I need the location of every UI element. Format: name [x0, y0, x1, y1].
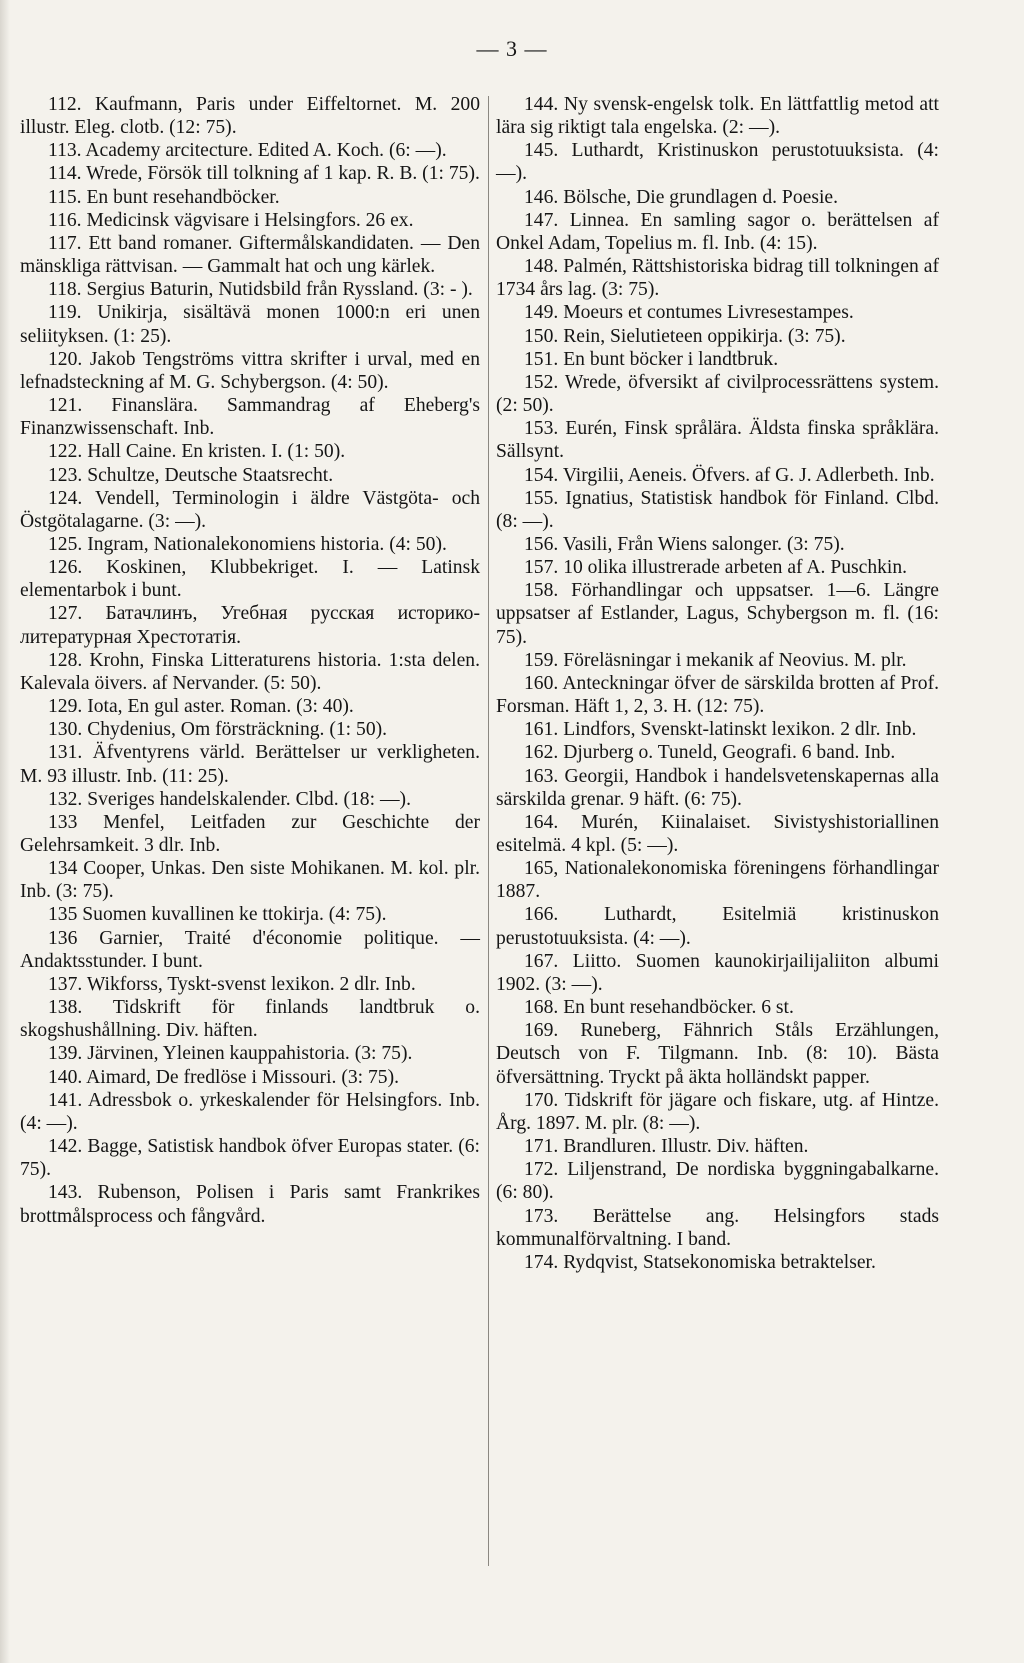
catalog-entry: 116. Medicinsk vägvisare i Helsingfors. 26 ex.: [48, 209, 414, 231]
catalog-entry: 165, Nationalekonomiska föreningens förhandlingar 1887.: [496, 858, 939, 903]
catalog-entry: 133 Menfel, Leitfaden zur Geschichte der Gelehrsamkeit. 3 dlr. Inb.: [20, 811, 480, 856]
catalog-entry: 152. Wrede, öfversikt af civilprocessrättens system. (2: 50).: [496, 371, 939, 417]
catalog-entry: 168. En bunt resehandböcker. 6 st.: [524, 997, 794, 1019]
catalog-entry: 149. Moeurs et contumes Livresestampes.: [524, 302, 854, 324]
catalog-entry: 155. Ignatius, Statistisk handbok för Finland. Clbd. (8: —).: [496, 487, 939, 532]
catalog-entry: 141. Adressbok o. yrkeskalender för Helsingfors. Inb. (4: —).: [20, 1089, 480, 1134]
catalog-entry: 147. Linnea. En samling sagor o. berättelsen af Onkel Adam, Topelius m. fl. Inb. (4: 15).: [496, 209, 939, 254]
catalog-entry: 136 Garnier, Traité d'économie politique. — Andaktsstunder. I bunt.: [20, 927, 480, 972]
catalog-entry: 163. Georgii, Handbok i handelsvetenskapernas alla särskilda grenar. 9 häft. (6: 75).: [496, 765, 939, 810]
catalog-entry: 117. Ett band romaner. Giftermålskandidaten. — Den mänskliga rättvisan. — Gammalt hat och ung kärlek.: [20, 232, 480, 278]
catalog-entry: 139. Järvinen, Yleinen kauppahistoria. (3: 75).: [48, 1043, 413, 1065]
catalog-entry: 154. Virgilii, Aeneis. Öfvers. af G. J. Adlerbeth. Inb.: [524, 464, 935, 486]
left-column: [20, 93, 480, 1228]
catalog-entry: 153. Eurén, Finsk språlära. Äldsta finska språklära. Sällsynt.: [496, 418, 939, 463]
catalog-entry: 162. Djurberg o. Tuneld, Geografi. 6 band. Inb.: [524, 742, 896, 764]
page-edge-shadow: [0, 0, 10, 1663]
catalog-entry: 134 Cooper, Unkas. Den siste Mohikanen. M. kol. plr. Inb. (3: 75).: [20, 858, 480, 903]
catalog-entry: 122. Hall Caine. En kristen. I. (1: 50).: [48, 441, 346, 463]
catalog-entry: 135 Suomen kuvallinen ke ttokirja. (4: 75).: [48, 904, 387, 926]
catalog-entry: 126. Koskinen, Klubbekriget. I. — Latinsk elementarbok i bunt.: [20, 557, 480, 602]
catalog-entry: 173. Berättelse ang. Helsingfors stads kommunalförvaltning. I band.: [496, 1205, 939, 1250]
catalog-entry: 164. Murén, Kiinalaiset. Sivistyshistoriallinen esitelmä. 4 kpl. (5: —).: [496, 811, 939, 856]
catalog-entry: 119. Unikirja, sisältävä monen 1000:n eri unen seliityksen. (1: 25).: [20, 302, 480, 347]
catalog-entry: 138. Tidskrift för finlands landtbruk o. skogshushållning. Div. häften.: [20, 997, 480, 1042]
catalog-entry: 120. Jakob Tengströms vittra skrifter i urval, med en lefnadsteckning af M. G. Schybergson. (4: 50).: [20, 348, 480, 393]
catalog-entry: 174. Rydqvist, Statsekonomiska betraktelser.: [524, 1251, 876, 1273]
catalog-entry: 137. Wikforss, Tyskt-svenst lexikon. 2 dlr. Inb.: [48, 973, 416, 995]
catalog-entry: 144. Ny svensk-engelsk tolk. En lättfattlig metod att lära sig riktigt tala engelska. (2: —).: [496, 94, 939, 139]
catalog-entry: 123. Schultze, Deutsche Staatsrecht.: [48, 464, 334, 486]
catalog-entry: 112. Kaufmann, Paris under Eiffeltornet. M. 200 illustr. Eleg. clotb. (12: 75).: [20, 94, 480, 139]
column-divider: [488, 96, 489, 1566]
catalog-entry: 121. Finanslära. Sammandrag af Eheberg's Finanzwissenschaft. Inb.: [20, 395, 480, 440]
catalog-entry: 113. Academy arcitecture. Edited A. Koch. (6: —).: [48, 140, 447, 162]
catalog-entry: 115. En bunt resehandböcker.: [48, 186, 280, 208]
catalog-entry: 146. Bölsche, Die grundlagen d. Poesie.: [524, 186, 838, 208]
catalog-entry: 130. Chydenius, Om försträckning. (1: 50).: [48, 719, 388, 741]
catalog-entry: 159. Föreläsningar i mekanik af Neovius. M. plr.: [524, 649, 907, 671]
catalog-entry: 160. Anteckningar öfver de särskilda brotten af Prof. Forsman. Häft 1, 2, 3. H. (12: 75).: [496, 672, 939, 718]
catalog-entry: 114. Wrede, Försök till tolkning af 1 kap. R. B. (1: 75).: [48, 163, 480, 185]
catalog-entry: 143. Rubenson, Polisen i Paris samt Frankrikes brottmålsprocess och fångvård.: [20, 1182, 480, 1227]
catalog-entry: 172. Liljenstrand, De nordiska byggningabalkarne. (6: 80).: [496, 1159, 939, 1204]
catalog-entry: 142. Bagge, Satistisk handbok öfver Europas stater. (6: 75).: [20, 1136, 480, 1181]
catalog-entry: 132. Sveriges handelskalender. Clbd. (18: —).: [48, 788, 411, 810]
catalog-entry: 129. Iota, En gul aster. Roman. (3: 40).: [48, 696, 354, 718]
catalog-entry: 167. Liitto. Suomen kaunokirjailijaliiton albumi 1902. (3: —).: [496, 950, 939, 995]
catalog-entry: 125. Ingram, Nationalekonomiens historia. (4: 50).: [48, 533, 447, 555]
catalog-entry: 161. Lindfors, Svenskt-latinskt lexikon. 2 dlr. Inb.: [524, 719, 917, 741]
catalog-entry: 145. Luthardt, Kristinuskon perustotuuksista. (4: —).: [496, 140, 939, 185]
catalog-entry: 148. Palmén, Rättshistoriska bidrag till tolkningen af 1734 års lag. (3: 75).: [496, 256, 939, 301]
catalog-entry: 171. Brandluren. Illustr. Div. häften.: [524, 1136, 809, 1158]
catalog-entry: 166. Luthardt, Esitelmiä kristinuskon perustotuuksista. (4: —).: [496, 904, 939, 949]
catalog-entry: 131. Äfventyrens värld. Berättelser ur verkligheten. M. 93 illustr. Inb. (11: 25).: [20, 742, 480, 787]
page-number: — 3 —: [476, 36, 548, 61]
catalog-entry: 158. Förhandlingar och uppsatser. 1—6. Längre uppsatser af Estlander, Lagus, Schybergson m. fl. (16: 75).: [496, 580, 939, 648]
catalog-entry: 118. Sergius Baturin, Nutidsbild från Ryssland. (3: - ).: [48, 279, 473, 301]
catalog-entry: 151. En bunt böcker i landtbruk.: [524, 348, 779, 370]
catalog-entry: 150. Rein, Sielutieteen oppikirja. (3: 75).: [524, 325, 846, 347]
catalog-entry: 170. Tidskrift för jägare och fiskare, utg. af Hintze. Årg. 1897. M. plr. (8: —).: [496, 1089, 939, 1134]
catalog-entry: 169. Runeberg, Fähnrich Ståls Erzählungen, Deutsch von F. Tilgmann. Inb. (8: 10). Bästa öfversättning. Tryckt på äkta holländskt papper.: [496, 1020, 939, 1088]
catalog-entry: 128. Krohn, Finska Litteraturens historia. 1:sta delen. Kalevala öivers. af Nervander. (5: 50).: [20, 649, 480, 694]
catalog-entry: 157. 10 olika illustrerade arbeten af A. Puschkin.: [524, 557, 908, 579]
right-column: [496, 93, 939, 1274]
catalog-entry: 140. Aimard, De fredlöse i Missouri. (3: 75).: [48, 1066, 400, 1088]
catalog-entry: 124. Vendell, Terminologin i äldre Västgöta- och Östgötalagarne. (3: —).: [20, 487, 480, 532]
catalog-entry: 156. Vasili, Från Wiens salonger. (3: 75).: [524, 533, 845, 555]
catalog-entry: 127. Батачлинъ, Угебная русская историко-литературная Хрестотатія.: [20, 603, 480, 648]
